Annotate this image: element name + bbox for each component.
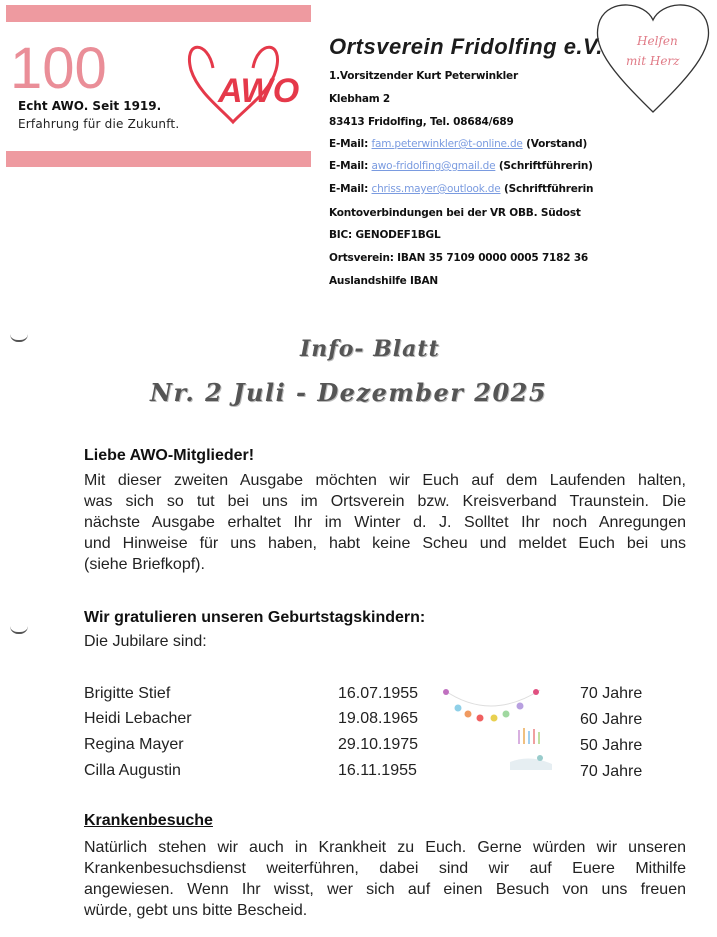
paragraph-line: was sich so tut bei uns im Ortsverein bzw. Kreisverband Traunstein. Die (84, 493, 686, 510)
city-phone-line: 83413 Fridolfing, Tel. 08684/689 (329, 116, 514, 128)
email-link-schriftfuehrerin[interactable]: awo-fridolfing@gmail.de (371, 160, 496, 172)
greeting-heading: Liebe AWO-Mitglieder! (84, 447, 255, 464)
heart-text-line-1: Helfen (637, 34, 678, 48)
foreign-aid-line: Auslandshilfe IBAN (329, 275, 439, 287)
party-garland-icon (440, 684, 555, 776)
jubilar-name: Regina Mayer (84, 736, 184, 753)
pink-divider-top (6, 5, 311, 22)
motto-line-2: Erfahrung für die Zukunft. (18, 117, 180, 131)
jubilar-name: Heidi Lebacher (84, 710, 192, 727)
jubilar-date: 16.11.1955 (338, 762, 417, 779)
email-role: (Schriftführerin) (498, 160, 593, 172)
jubilar-date: 16.07.1955 (338, 685, 419, 702)
paragraph-line: und Hinweise für uns haben, habt keine Scheu und meldet Euch bei uns (84, 535, 686, 552)
email-role: (Vorstand) (526, 138, 588, 150)
email-label: E-Mail: (329, 160, 369, 172)
bic-line: BIC: GENODEF1BGL (329, 229, 441, 241)
email-label: E-Mail: (329, 183, 369, 195)
paragraph-line: Krankenbesuchsdienst weiterführen, dabei sind wir auf Euere Mithilfe (84, 860, 686, 877)
email-link-vorstand[interactable]: fam.peterwinkler@t-online.de (371, 138, 523, 150)
paragraph-line: (siehe Briefkopf). (84, 556, 205, 573)
email-link-schriftfuehrerin-2[interactable]: chriss.mayer@outlook.de (371, 183, 501, 195)
greeting-paragraph (84, 470, 686, 575)
cake-icon (510, 728, 552, 770)
sick-visits-heading: Krankenbesuche (84, 812, 213, 829)
iban-line: Ortsverein: IBAN 35 7109 0000 0005 7182 36 (329, 252, 589, 264)
email-row (329, 183, 593, 195)
paragraph-line: Natürlich stehen wir auch in Krankheit zu Euch. Gerne würden wir unseren (84, 839, 686, 856)
awo-logo (8, 30, 308, 130)
jubilar-name: Brigitte Stief (84, 685, 171, 702)
paragraph-line: nächste Ausgabe erhaltet Ihr im Winter d. J. Solltet Ihr noch Anregungen (84, 514, 686, 531)
paragraph-line: Mit dieser zweiten Ausgabe möchten wir Euch auf dem Laufenden halten, (84, 472, 686, 489)
email-row (329, 160, 593, 172)
heart-text-line-2: mit Herz (626, 54, 680, 68)
birthday-intro: Die Jubilare sind: (84, 633, 207, 650)
email-row (329, 138, 587, 150)
title-issue: Nr. 2 Juli - Dezember 2025 (150, 378, 548, 407)
logo-brand: AWO (218, 72, 300, 110)
logo-number: 100 (10, 36, 107, 101)
margin-mark (10, 334, 28, 342)
email-label: E-Mail: (329, 138, 369, 150)
bank-line: Kontoverbindungen bei der VR OBB. Südost (329, 207, 581, 219)
org-name: Ortsverein Fridolfing e.V. (329, 34, 603, 59)
margin-mark (10, 626, 28, 634)
jubilar-name: Cilla Augustin (84, 762, 181, 779)
email-role: (Schriftführerin (504, 183, 594, 195)
paragraph-line: würde, gebt uns bitte Bescheid. (84, 902, 308, 919)
jubilar-age: 50 Jahre (580, 737, 643, 754)
motto-line-1: Echt AWO. Seit 1919. (18, 99, 162, 113)
pink-divider-bottom (6, 151, 311, 167)
birthday-heading: Wir gratulieren unseren Geburtstagskindern: (84, 609, 426, 626)
jubilar-age: 60 Jahre (580, 711, 643, 728)
street-line: Klebham 2 (329, 93, 391, 105)
jubilar-date: 29.10.1975 (338, 736, 419, 753)
jubilar-age: 70 Jahre (580, 763, 643, 780)
paragraph-line: angewiesen. Wenn Ihr wisst, wer sich auf einen Besuch von uns freuen (84, 881, 686, 898)
chair-line: 1.Vorsitzender Kurt Peterwinkler (329, 70, 518, 82)
sick-visits-paragraph (84, 837, 686, 921)
jubilar-date: 19.08.1965 (338, 710, 419, 727)
jubilar-age: 70 Jahre (580, 685, 643, 702)
title-info-blatt: Info- Blatt (300, 336, 440, 362)
